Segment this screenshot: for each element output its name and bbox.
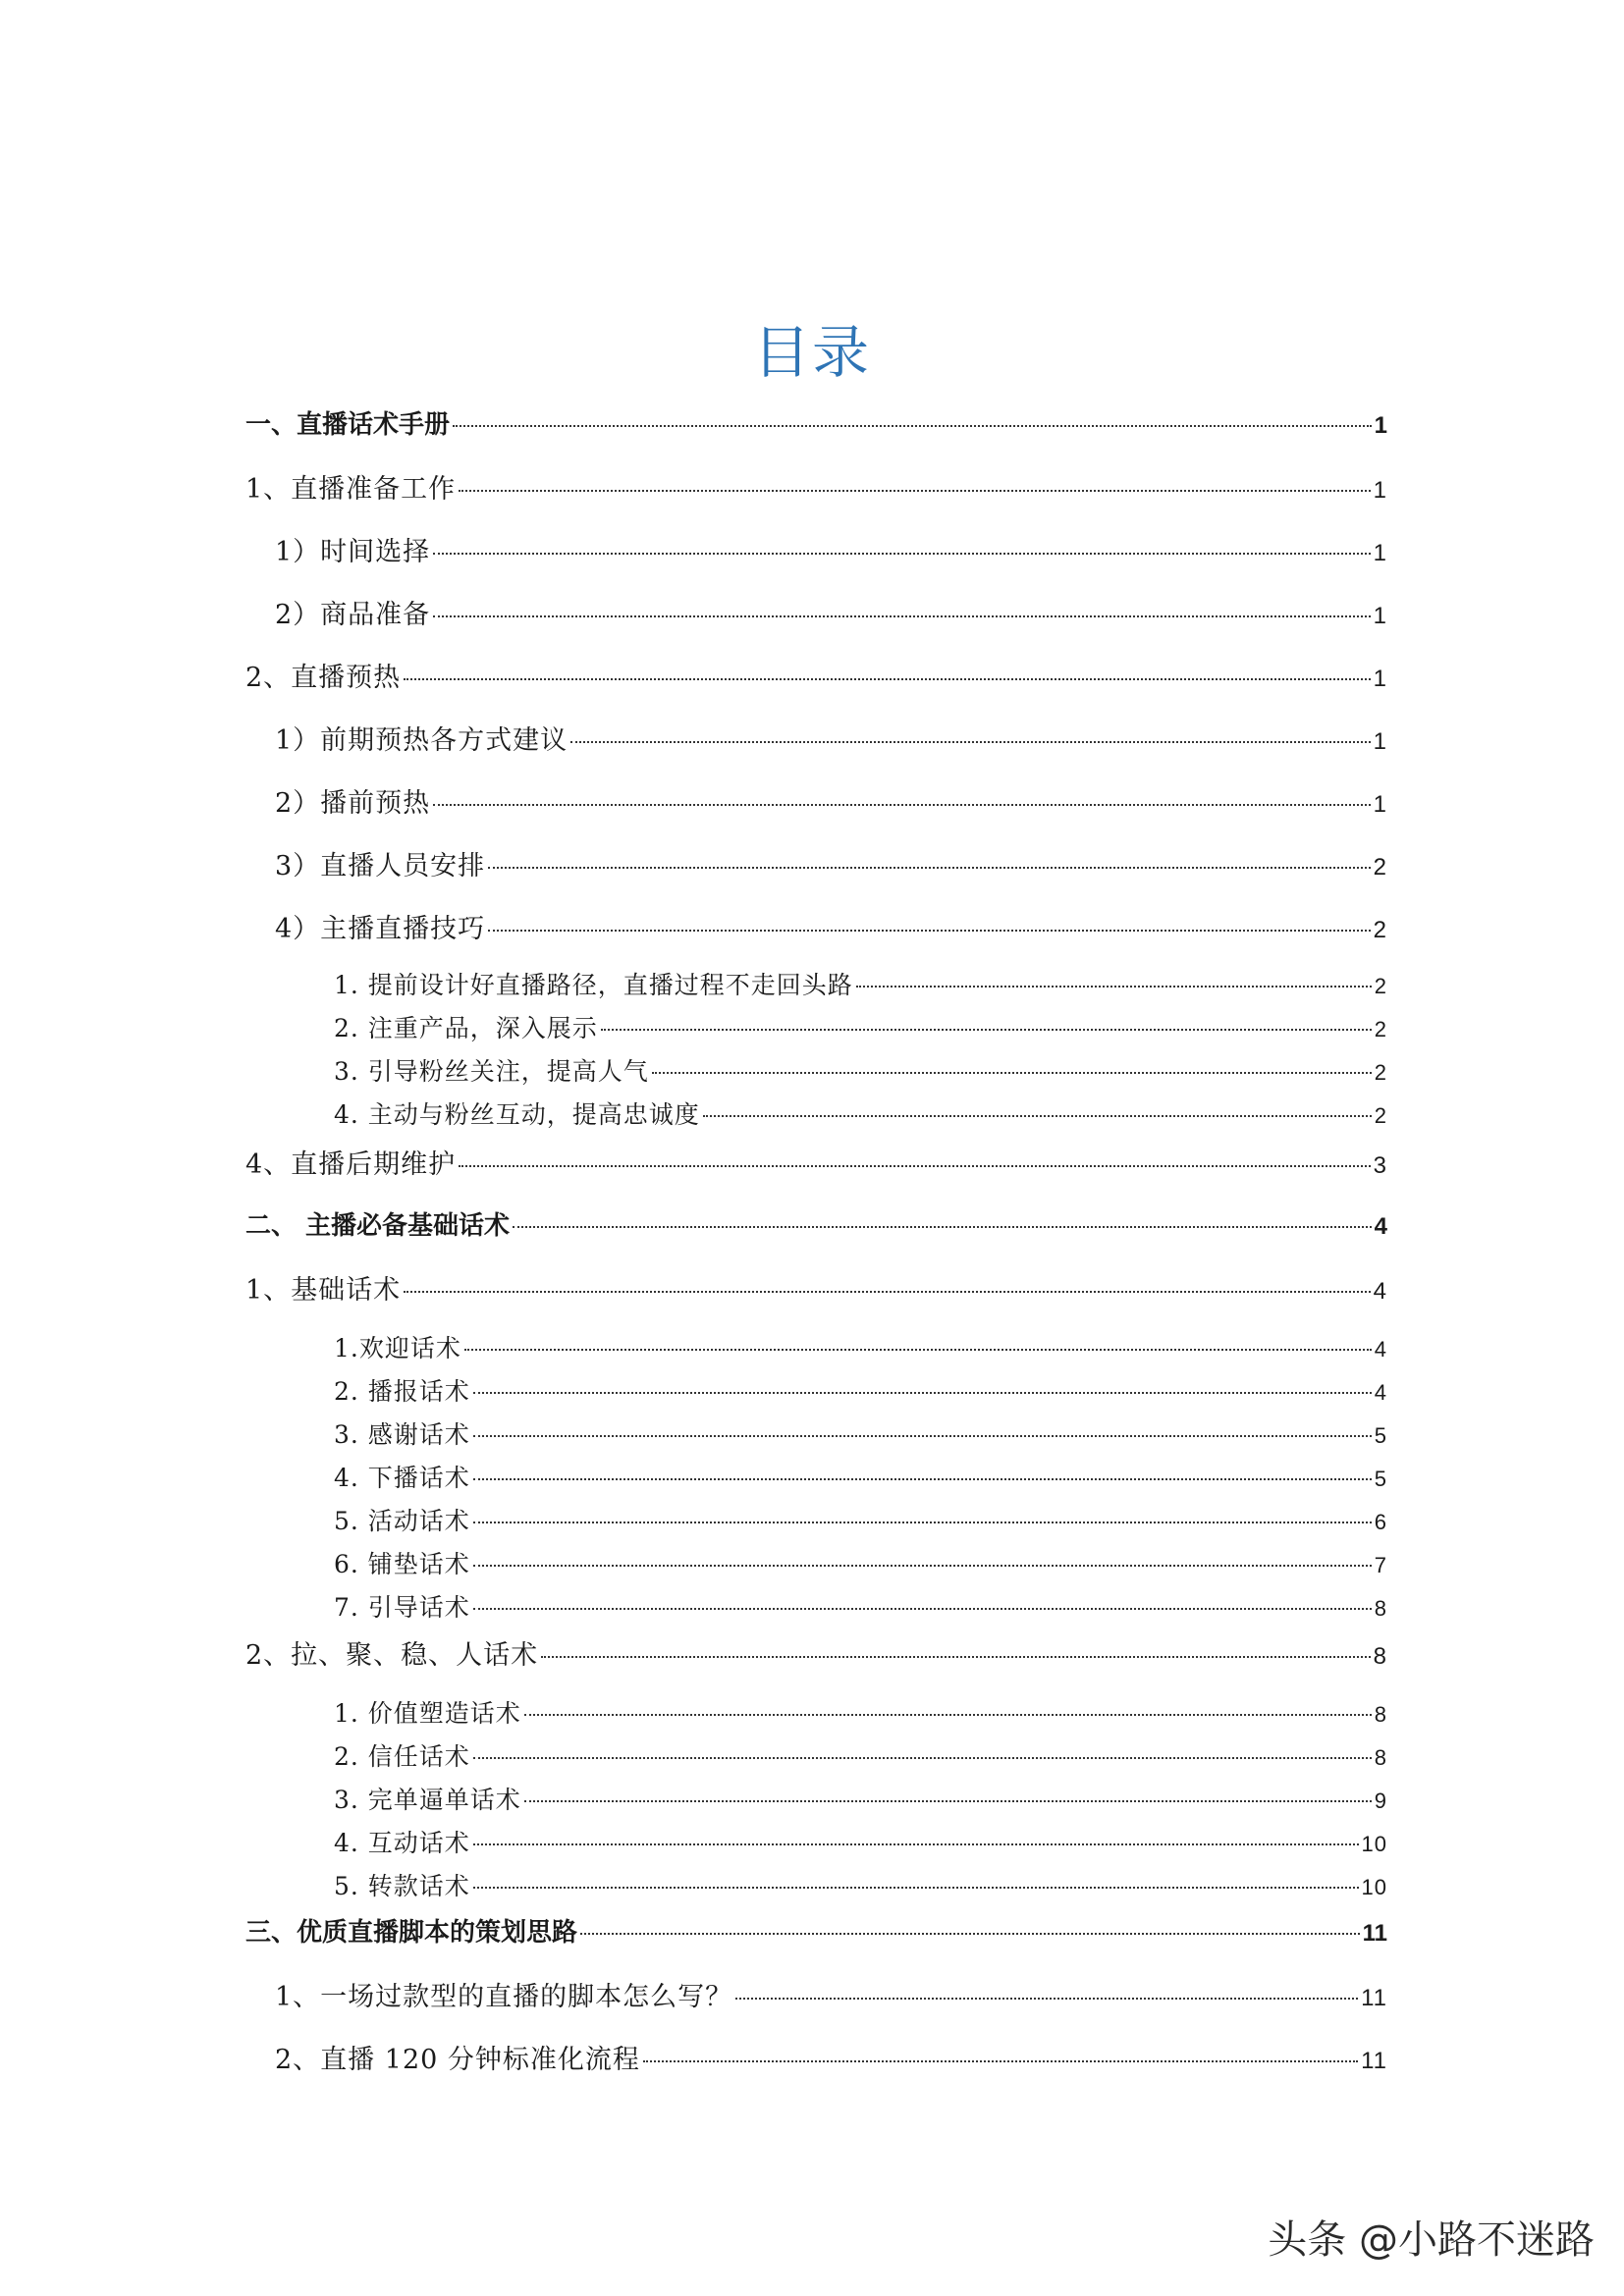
toc-entry[interactable] — [245, 656, 1387, 694]
toc-entry-label: 2、直播 120 分钟标准化流程 — [275, 2045, 640, 2075]
toc-entry-page-number: 11 — [1362, 1920, 1387, 1947]
toc-entry-label: 2、拉、聚、稳、人话术 — [245, 1640, 539, 1671]
dot-leader — [513, 1226, 1372, 1228]
toc-entry[interactable] — [334, 1867, 1387, 1902]
dot-leader — [473, 1608, 1372, 1610]
dot-leader — [473, 1565, 1372, 1567]
toc-entry-label: 1、直播准备工作 — [245, 474, 457, 505]
dot-leader — [404, 678, 1370, 680]
toc-entry-page-number: 4 — [1374, 1213, 1387, 1240]
toc-entry-page-number: 4 — [1374, 1380, 1387, 1405]
toc-entry-page-number: 8 — [1374, 1596, 1387, 1621]
toc-entry[interactable] — [334, 1009, 1387, 1044]
dot-leader — [580, 1933, 1360, 1935]
toc-entry[interactable] — [245, 404, 1387, 441]
toc-entry[interactable] — [245, 1633, 1387, 1672]
toc-entry-label: 4. 主动与粉丝互动，提高忠诚度 — [334, 1100, 700, 1129]
toc-entry-page-number: 2 — [1373, 917, 1387, 943]
toc-entry[interactable] — [334, 1459, 1387, 1494]
toc-entry-page-number: 5 — [1374, 1467, 1387, 1491]
page-title: 目录 — [752, 319, 871, 386]
toc-entry[interactable] — [275, 907, 1387, 945]
toc-entry-page-number: 2 — [1374, 1103, 1387, 1128]
toc-entry-page-number: 8 — [1374, 1745, 1387, 1770]
dot-leader — [433, 553, 1370, 555]
toc-entry-label: 5. 活动话术 — [334, 1507, 470, 1535]
toc-entry[interactable] — [334, 1502, 1387, 1537]
toc-entry-label: 1、基础话术 — [245, 1275, 402, 1306]
toc-entry-page-number: 1 — [1373, 728, 1387, 755]
toc-entry-label: 1）前期预热各方式建议 — [275, 725, 568, 756]
toc-entry-page-number: 11 — [1361, 2048, 1387, 2074]
dot-leader — [735, 1998, 1358, 2000]
dot-leader — [703, 1115, 1372, 1117]
toc-entry[interactable] — [334, 1824, 1387, 1859]
toc-entry-page-number: 1 — [1373, 540, 1387, 566]
toc-entry[interactable] — [245, 1205, 1387, 1242]
toc-entry-label: 3. 完单逼单话术 — [334, 1786, 521, 1814]
toc-entry[interactable] — [334, 1415, 1387, 1451]
toc-entry[interactable] — [334, 1052, 1387, 1088]
toc-entry-page-number: 2 — [1374, 974, 1387, 998]
toc-entry-label: 二、 主播必备基础话术 — [245, 1211, 511, 1241]
toc-entry[interactable] — [245, 467, 1387, 506]
toc-entry-page-number: 9 — [1374, 1789, 1387, 1813]
dot-leader — [652, 1072, 1372, 1074]
toc-entry-label: 4. 互动话术 — [334, 1829, 470, 1857]
toc-entry[interactable] — [334, 1372, 1387, 1408]
toc-entry-page-number: 8 — [1373, 1643, 1387, 1670]
toc-entry-label: 3. 感谢话术 — [334, 1420, 470, 1449]
toc-entry[interactable] — [334, 1095, 1387, 1131]
toc-entry-page-number: 4 — [1373, 1278, 1387, 1305]
dot-leader — [459, 1165, 1370, 1167]
dot-leader — [433, 615, 1370, 617]
toc-entry-label: 4、直播后期维护 — [245, 1149, 457, 1180]
toc-entry[interactable] — [275, 781, 1387, 820]
toc-entry-page-number: 2 — [1374, 1017, 1387, 1041]
watermark-text: 头条 @小路不迷路 — [1268, 2217, 1595, 2263]
toc-entry-page-number: 10 — [1361, 1875, 1387, 1899]
toc-entry-label: 3）直播人员安排 — [275, 851, 486, 881]
toc-entry-page-number: 1 — [1373, 666, 1387, 692]
toc-entry[interactable] — [334, 1588, 1387, 1624]
dot-leader — [643, 2060, 1358, 2062]
toc-entry-page-number: 1 — [1373, 791, 1387, 818]
dot-leader — [433, 804, 1370, 806]
dot-leader — [473, 1435, 1372, 1437]
toc-entry-label: 2. 播报话术 — [334, 1377, 470, 1406]
watermark — [1268, 2209, 1595, 2265]
toc-entry-label: 7. 引导话术 — [334, 1593, 470, 1622]
toc-entry[interactable] — [334, 1545, 1387, 1580]
toc-entry-label: 1）时间选择 — [275, 537, 431, 567]
toc-entry[interactable] — [334, 1781, 1387, 1816]
toc-entry[interactable] — [334, 1329, 1387, 1364]
toc-entry-label: 4）主播直播技巧 — [275, 914, 486, 944]
toc-entry-label: 2）商品准备 — [275, 600, 431, 630]
toc-entry[interactable] — [334, 1694, 1387, 1730]
toc-entry-page-number: 1 — [1373, 477, 1387, 504]
toc-entry-page-number: 10 — [1361, 1832, 1387, 1856]
toc-entry-label: 2. 注重产品，深入展示 — [334, 1014, 598, 1042]
toc-entry-label: 1、一场过款型的直播的脚本怎么写？ — [275, 1982, 733, 2012]
dot-leader — [473, 1392, 1372, 1394]
toc-entry-page-number: 2 — [1374, 1060, 1387, 1085]
dot-leader — [453, 425, 1372, 427]
toc-entry-page-number: 1 — [1373, 603, 1387, 629]
toc-entry-page-number: 8 — [1374, 1702, 1387, 1727]
toc-entry[interactable] — [275, 2038, 1387, 2076]
toc-entry[interactable] — [245, 1912, 1387, 1949]
dot-leader — [524, 1714, 1372, 1716]
toc-entry-label: 三、优质直播脚本的策划思路 — [245, 1918, 578, 1948]
dot-leader — [856, 986, 1372, 988]
toc-entry-label: 1.欢迎话术 — [334, 1334, 461, 1362]
dot-leader — [601, 1029, 1372, 1031]
toc-entry-page-number: 1 — [1374, 412, 1387, 439]
toc-entry-label: 3. 引导粉丝关注，提高人气 — [334, 1057, 649, 1086]
toc-entry-page-number: 2 — [1373, 854, 1387, 881]
toc-entry[interactable] — [245, 1143, 1387, 1181]
toc-entry-label: 4. 下播话术 — [334, 1464, 470, 1492]
toc-entry-page-number: 4 — [1374, 1337, 1387, 1362]
toc-entry-label: 1. 提前设计好直播路径，直播过程不走回头路 — [334, 971, 853, 999]
dot-leader — [464, 1349, 1372, 1351]
dot-leader — [473, 1522, 1372, 1523]
dot-leader — [488, 867, 1370, 869]
toc-entry[interactable] — [275, 719, 1387, 757]
dot-leader — [473, 1843, 1359, 1845]
dot-leader — [524, 1800, 1372, 1802]
dot-leader — [459, 490, 1370, 492]
toc-entry[interactable] — [275, 844, 1387, 882]
dot-leader — [473, 1757, 1372, 1759]
toc-entry[interactable] — [275, 530, 1387, 568]
toc-entry[interactable] — [334, 966, 1387, 1001]
toc-entry-label: 一、直播话术手册 — [245, 410, 451, 440]
toc-entry-label: 1. 价值塑造话术 — [334, 1699, 521, 1728]
dot-leader — [473, 1478, 1372, 1480]
toc-entry-label: 5. 转款话术 — [334, 1872, 470, 1900]
dot-leader — [570, 741, 1370, 743]
toc-entry[interactable] — [275, 1975, 1387, 2013]
dot-leader — [404, 1291, 1370, 1293]
dot-leader — [488, 930, 1370, 932]
toc-entry-page-number: 11 — [1361, 1985, 1387, 2011]
dot-leader — [473, 1887, 1359, 1889]
toc-entry-page-number: 7 — [1374, 1553, 1387, 1577]
toc-entry-label: 2、直播预热 — [245, 663, 402, 693]
toc-entry-page-number: 5 — [1374, 1423, 1387, 1448]
toc-entry-label: 6. 铺垫话术 — [334, 1550, 470, 1578]
toc-entry[interactable] — [275, 593, 1387, 631]
toc-entry-page-number: 3 — [1373, 1152, 1387, 1179]
dot-leader — [541, 1656, 1370, 1658]
toc-entry[interactable] — [334, 1737, 1387, 1773]
toc-entry[interactable] — [245, 1268, 1387, 1307]
toc-entry-page-number: 6 — [1374, 1510, 1387, 1534]
toc-entry-label: 2. 信任话术 — [334, 1742, 470, 1771]
toc-entry-label: 2）播前预热 — [275, 788, 431, 819]
